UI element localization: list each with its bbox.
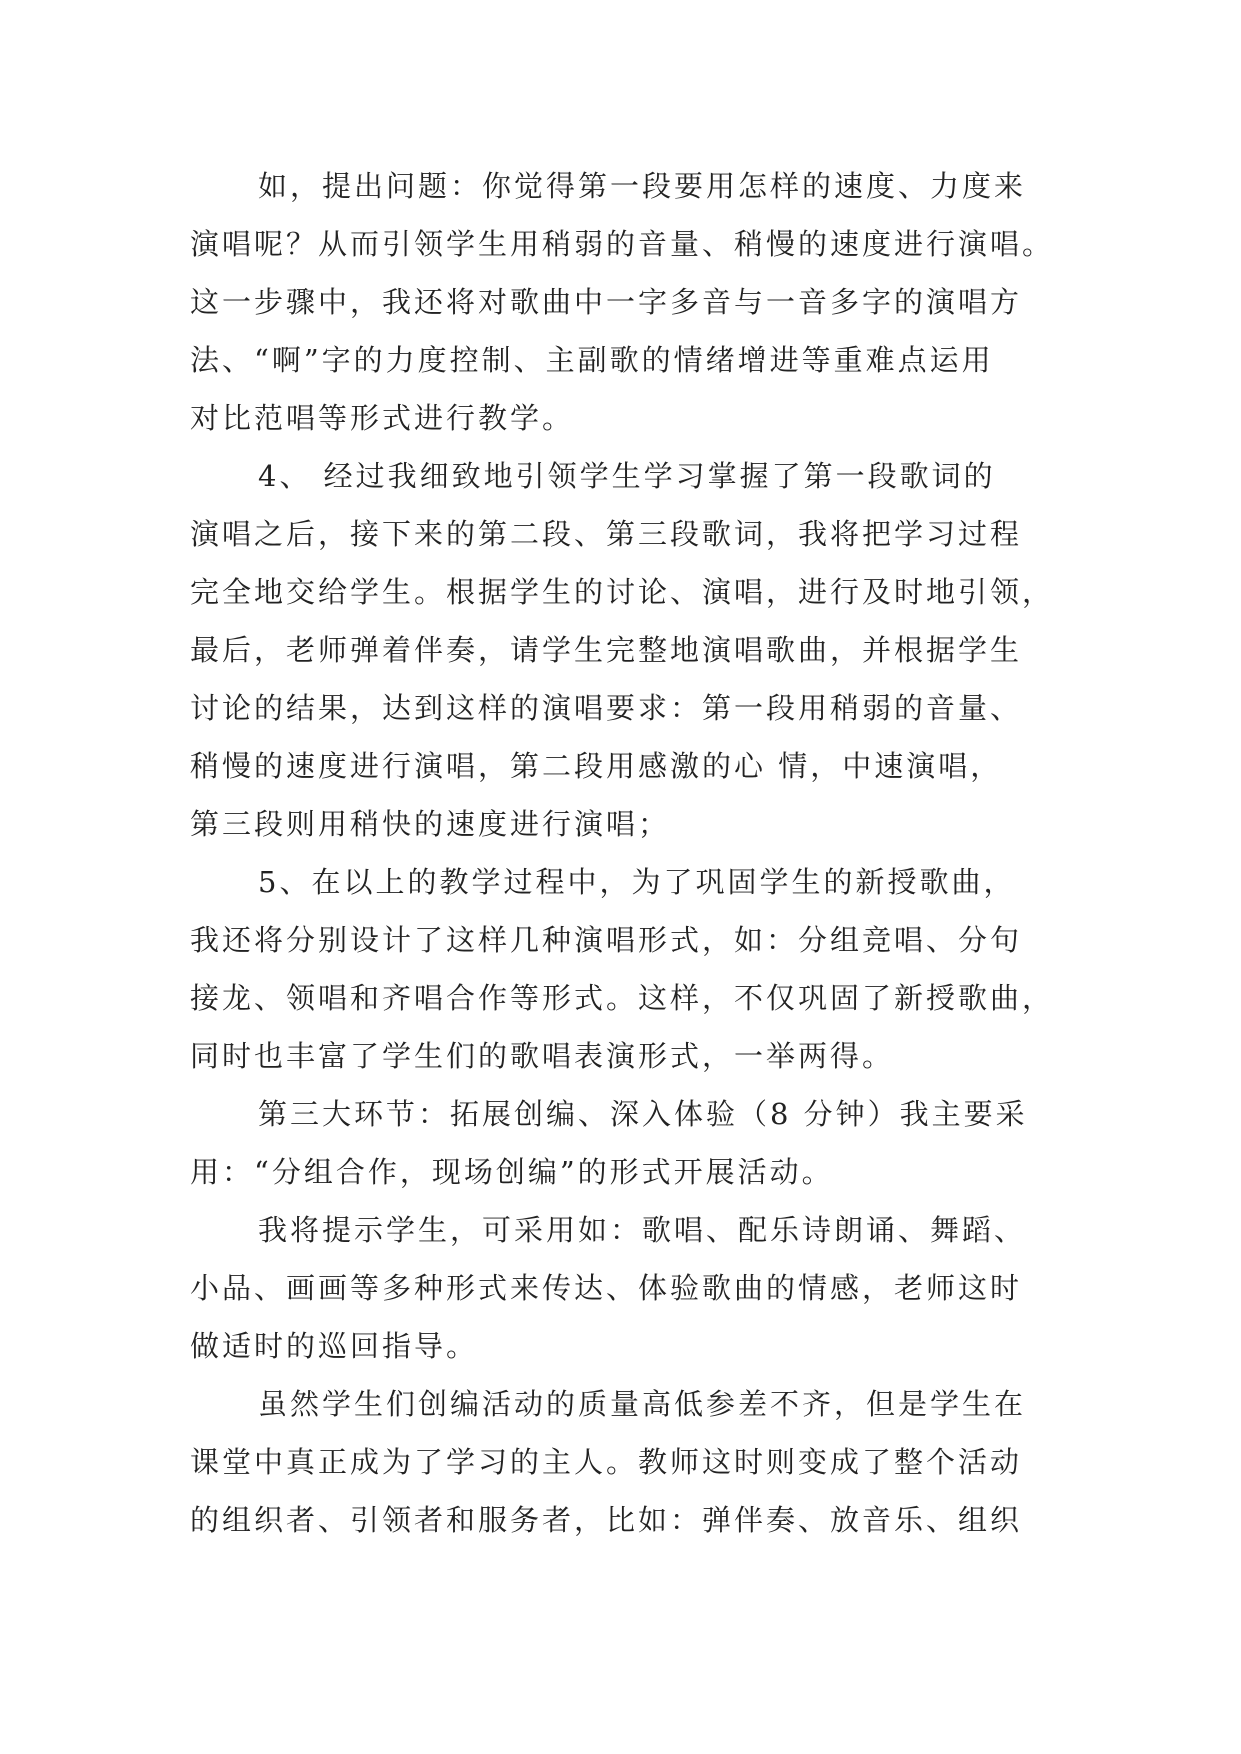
text-line: 对比范唱等形式进行教学。 bbox=[190, 401, 575, 435]
text-line: 这一步骤中，我还将对歌曲中一字多音与一音多字的演唱方 bbox=[190, 285, 1023, 319]
text-line: 用：“分组合作，现场创编”的形式开展活动。 bbox=[190, 1155, 834, 1189]
text-line: 法、“啊”字的力度控制、主副歌的情绪增进等重难点运用 bbox=[190, 343, 994, 377]
text-line: 课堂中真正成为了学习的主人。教师这时则变成了整个活动 bbox=[190, 1445, 1023, 1479]
text-line: 完全地交给学生。根据学生的讨论、演唱，进行及时地引领， bbox=[190, 575, 1055, 609]
text-line: 的组织者、引领者和服务者，比如：弹伴奏、放音乐、组织 bbox=[190, 1503, 1023, 1537]
text-line: 小品、画画等多种形式来传达、体验歌曲的情感，老师这时 bbox=[190, 1271, 1023, 1305]
text-line: 做适时的巡回指导。 bbox=[190, 1329, 479, 1363]
text-line: 我将提示学生，可采用如：歌唱、配乐诗朗诵、舞蹈、 bbox=[258, 1213, 1027, 1247]
text-line: 最后，老师弹着伴奏，请学生完整地演唱歌曲，并根据学生 bbox=[190, 633, 1023, 667]
text-line: 如，提出问题：你觉得第一段要用怎样的速度、力度来 bbox=[258, 169, 1027, 203]
text-line: 演唱呢？从而引领学生用稍弱的音量、稍慢的速度进行演唱。 bbox=[190, 227, 1055, 261]
text-line: 稍慢的速度进行演唱，第二段用感激的心 情，中速演唱， bbox=[190, 749, 1003, 783]
text-line: 4、 经过我细致地引领学生学习掌握了第一段歌词的 bbox=[258, 459, 996, 493]
text-line: 第三段则用稍快的速度进行演唱； bbox=[190, 807, 671, 841]
text-line: 我还将分别设计了这样几种演唱形式，如：分组竞唱、分句 bbox=[190, 923, 1023, 957]
text-line: 第三大环节：拓展创编、深入体验（8 分钟）我主要采 bbox=[258, 1097, 1028, 1131]
text-line: 虽然学生们创编活动的质量高低参差不齐，但是学生在 bbox=[258, 1387, 1027, 1421]
text-line: 5、在以上的教学过程中，为了巩固学生的新授歌曲， bbox=[258, 865, 1016, 899]
text-line: 同时也丰富了学生们的歌唱表演形式，一举两得。 bbox=[190, 1039, 895, 1073]
text-line: 讨论的结果，达到这样的演唱要求：第一段用稍弱的音量、 bbox=[190, 691, 1023, 725]
text-line: 接龙、领唱和齐唱合作等形式。这样，不仅巩固了新授歌曲， bbox=[190, 981, 1055, 1015]
text-line: 演唱之后，接下来的第二段、第三段歌词，我将把学习过程 bbox=[190, 517, 1023, 551]
